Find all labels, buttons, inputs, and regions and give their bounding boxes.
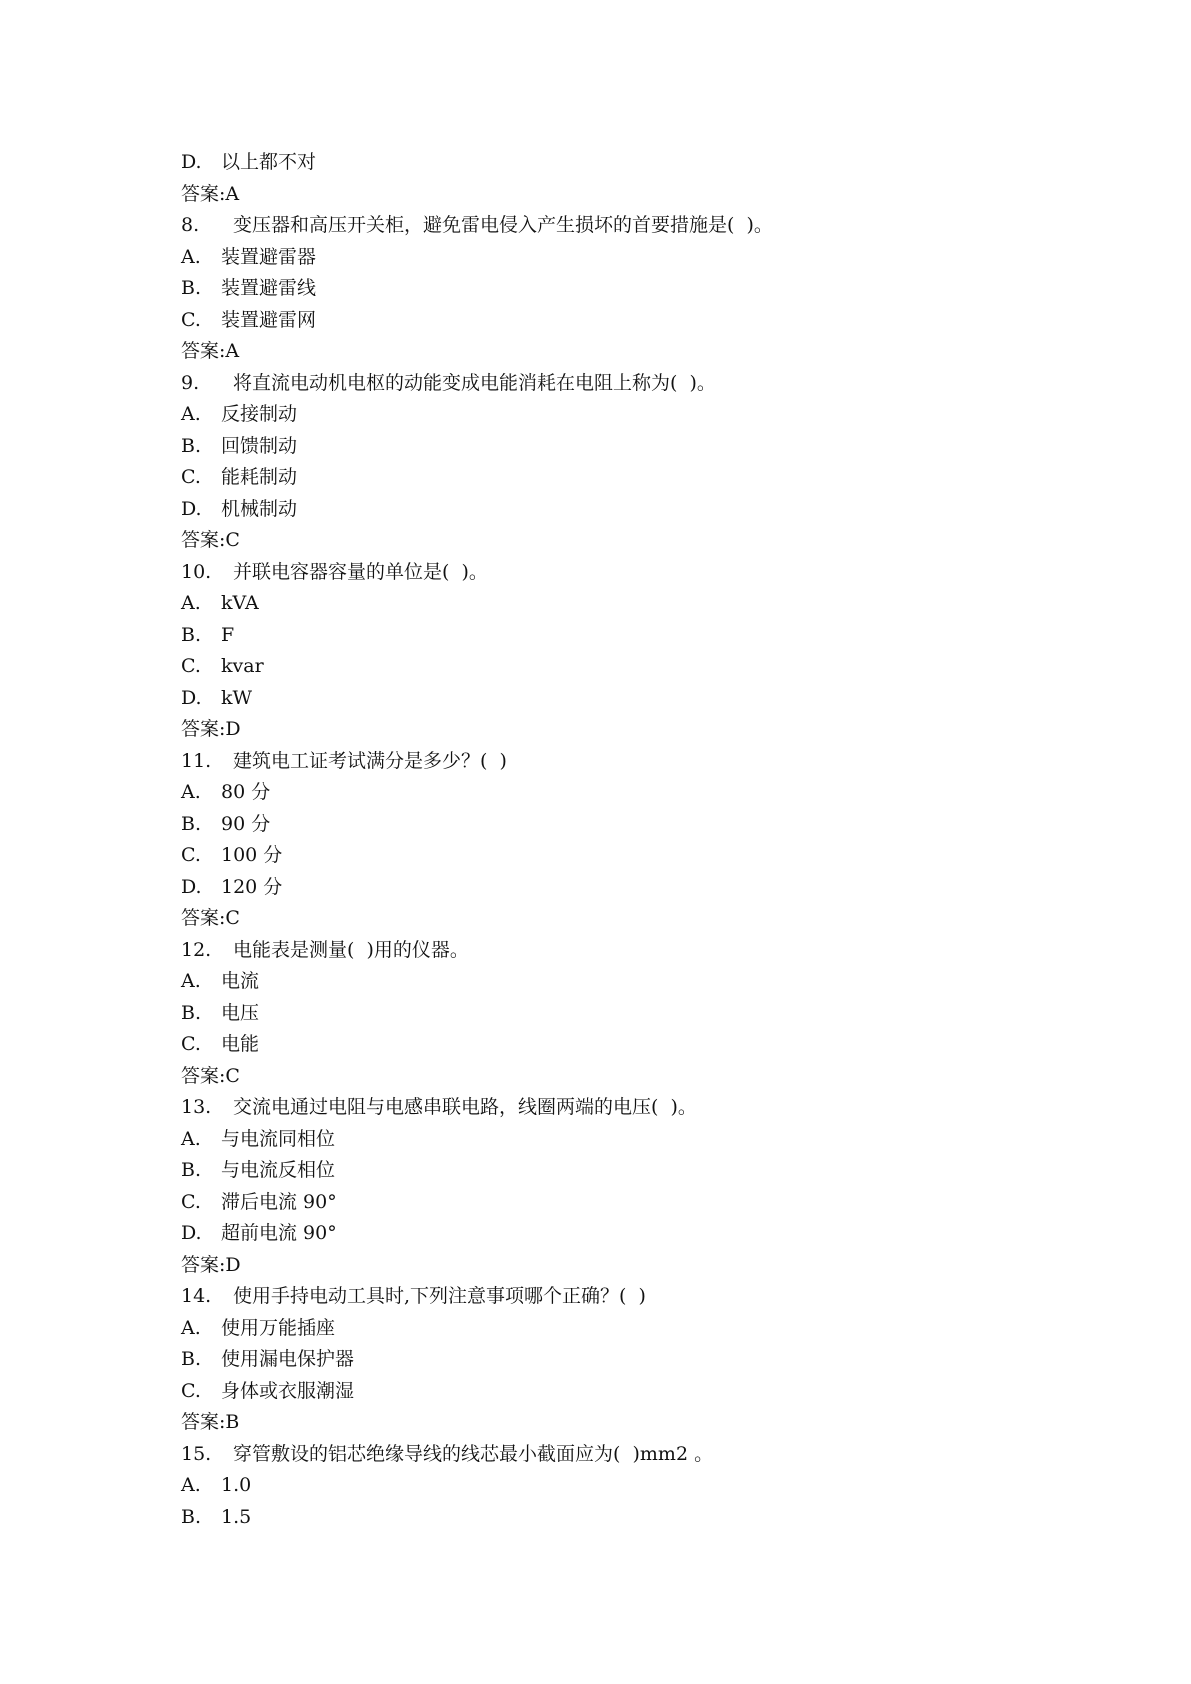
option-label: B.	[181, 1159, 202, 1181]
option-text: F	[221, 623, 235, 646]
question-text: 变压器和高压开关柜，避免雷电侵入产生损坏的首要措施是( )。	[233, 214, 773, 236]
option-line	[181, 462, 1081, 494]
option-line	[181, 1502, 1081, 1534]
option-label: A.	[181, 592, 201, 614]
option-line	[181, 777, 1081, 809]
answer-line	[181, 1407, 1081, 1439]
question-number: 12.	[181, 938, 212, 961]
question-line	[181, 557, 1081, 589]
question-number: 9.	[181, 371, 200, 394]
option-text: 装置避雷网	[221, 308, 317, 331]
option-text: 装置避雷线	[221, 277, 317, 299]
answer-line	[181, 336, 1081, 368]
option-text: 使用万能插座	[221, 1316, 336, 1339]
question-text: 建筑电工证考试满分是多少？( )	[233, 749, 507, 772]
option-line	[181, 1313, 1081, 1345]
option-line	[181, 1344, 1081, 1376]
question-line	[181, 1092, 1081, 1124]
option-text: 能耗制动	[221, 466, 298, 488]
option-line	[181, 1029, 1081, 1061]
question-line	[181, 210, 1081, 242]
question-number: 13.	[181, 1096, 212, 1118]
answer-line	[181, 714, 1081, 746]
option-text: 机械制动	[221, 497, 298, 520]
option-label: C.	[181, 1190, 201, 1213]
question-line	[181, 368, 1081, 400]
question-text: 并联电容器容量的单位是( )。	[233, 560, 488, 583]
option-text: 身体或衣服潮湿	[221, 1379, 355, 1402]
option-text: kvar	[221, 655, 264, 677]
option-line	[181, 809, 1081, 841]
option-line	[181, 998, 1081, 1030]
option-text: 回馈制动	[221, 434, 298, 457]
question-line	[181, 746, 1081, 778]
option-line	[181, 494, 1081, 526]
option-text: 与电流反相位	[221, 1159, 336, 1181]
question-number: 14.	[181, 1285, 212, 1307]
option-line	[181, 651, 1081, 683]
option-text: 与电流同相位	[221, 1127, 336, 1150]
option-text: 装置避雷器	[221, 245, 317, 268]
option-label: C.	[181, 1379, 201, 1402]
option-label: C.	[181, 844, 201, 866]
question-number: 15.	[181, 1442, 212, 1465]
answer-text: 答案:D	[181, 1253, 241, 1276]
option-label: B.	[181, 434, 202, 457]
option-line	[181, 242, 1081, 274]
option-label: C.	[181, 1033, 201, 1055]
option-label: A.	[181, 1127, 201, 1150]
question-number: 8.	[181, 214, 200, 236]
option-text: kW	[221, 686, 253, 709]
option-line	[181, 1218, 1081, 1250]
option-text: 1.5	[221, 1505, 252, 1528]
option-label: C.	[181, 466, 201, 488]
option-label: D.	[181, 151, 202, 173]
option-line	[181, 431, 1081, 463]
document-page	[181, 147, 1081, 1533]
option-text: 以上都不对	[221, 151, 317, 173]
question-line	[181, 935, 1081, 967]
option-label: B.	[181, 1001, 202, 1024]
option-label: A.	[181, 1316, 201, 1339]
option-text: 80 分	[221, 781, 271, 803]
answer-text: 答案:C	[181, 1064, 240, 1087]
answer-text: 答案:A	[181, 340, 240, 362]
option-text: 电能	[221, 1033, 260, 1055]
option-label: D.	[181, 875, 202, 898]
option-text: 电流	[221, 970, 260, 992]
option-line	[181, 620, 1081, 652]
answer-text: 答案:D	[181, 718, 241, 740]
option-text: 使用漏电保护器	[221, 1348, 355, 1370]
option-label: C.	[181, 655, 201, 677]
question-text: 将直流电动机电枢的动能变成电能消耗在电阻上称为( )。	[233, 371, 716, 394]
option-line	[181, 1470, 1081, 1502]
answer-line	[181, 1061, 1081, 1093]
answer-line	[181, 525, 1081, 557]
option-line	[181, 399, 1081, 431]
option-text: 反接制动	[221, 403, 298, 425]
option-line	[181, 147, 1081, 179]
answer-text: 答案:B	[181, 1411, 240, 1433]
option-line	[181, 872, 1081, 904]
answer-text: 答案:A	[181, 182, 240, 205]
option-text: 超前电流 90°	[221, 1222, 337, 1244]
question-text: 穿管敷设的铝芯绝缘导线的线芯最小截面应为( )mm2 。	[233, 1442, 714, 1465]
option-text: kVA	[221, 592, 259, 614]
option-line	[181, 305, 1081, 337]
option-label: B.	[181, 1348, 202, 1370]
answer-text: 答案:C	[181, 907, 240, 929]
answer-text: 答案:C	[181, 529, 240, 551]
question-line	[181, 1281, 1081, 1313]
option-text: 90 分	[221, 812, 271, 835]
question-text: 电能表是测量( )用的仪器。	[233, 938, 469, 961]
answer-line	[181, 179, 1081, 211]
option-line	[181, 588, 1081, 620]
question-list	[181, 147, 1081, 1533]
option-line	[181, 840, 1081, 872]
answer-line	[181, 903, 1081, 935]
option-label: A.	[181, 781, 201, 803]
option-label: B.	[181, 1505, 202, 1528]
question-number: 10.	[181, 560, 212, 583]
question-line	[181, 1439, 1081, 1471]
option-text: 100 分	[221, 844, 283, 866]
option-text: 120 分	[221, 875, 283, 898]
option-label: B.	[181, 623, 202, 646]
option-line	[181, 1187, 1081, 1219]
option-text: 1.0	[221, 1474, 252, 1496]
option-line	[181, 1124, 1081, 1156]
option-label: D.	[181, 1222, 202, 1244]
option-label: B.	[181, 812, 202, 835]
option-label: D.	[181, 686, 202, 709]
option-line	[181, 1155, 1081, 1187]
option-label: A.	[181, 1474, 201, 1496]
option-label: D.	[181, 497, 202, 520]
option-text: 电压	[221, 1001, 260, 1024]
answer-line	[181, 1250, 1081, 1282]
option-label: B.	[181, 277, 202, 299]
question-text: 交流电通过电阻与电感串联电路，线圈两端的电压( )。	[233, 1096, 697, 1118]
option-line	[181, 1376, 1081, 1408]
option-label: A.	[181, 245, 201, 268]
option-line	[181, 273, 1081, 305]
option-label: A.	[181, 970, 201, 992]
option-line	[181, 683, 1081, 715]
question-number: 11.	[181, 749, 212, 772]
question-text: 使用手持电动工具时,下列注意事项哪个正确？( )	[233, 1285, 646, 1307]
option-label: A.	[181, 403, 201, 425]
option-line	[181, 966, 1081, 998]
option-label: C.	[181, 308, 201, 331]
option-text: 滞后电流 90°	[221, 1190, 337, 1213]
